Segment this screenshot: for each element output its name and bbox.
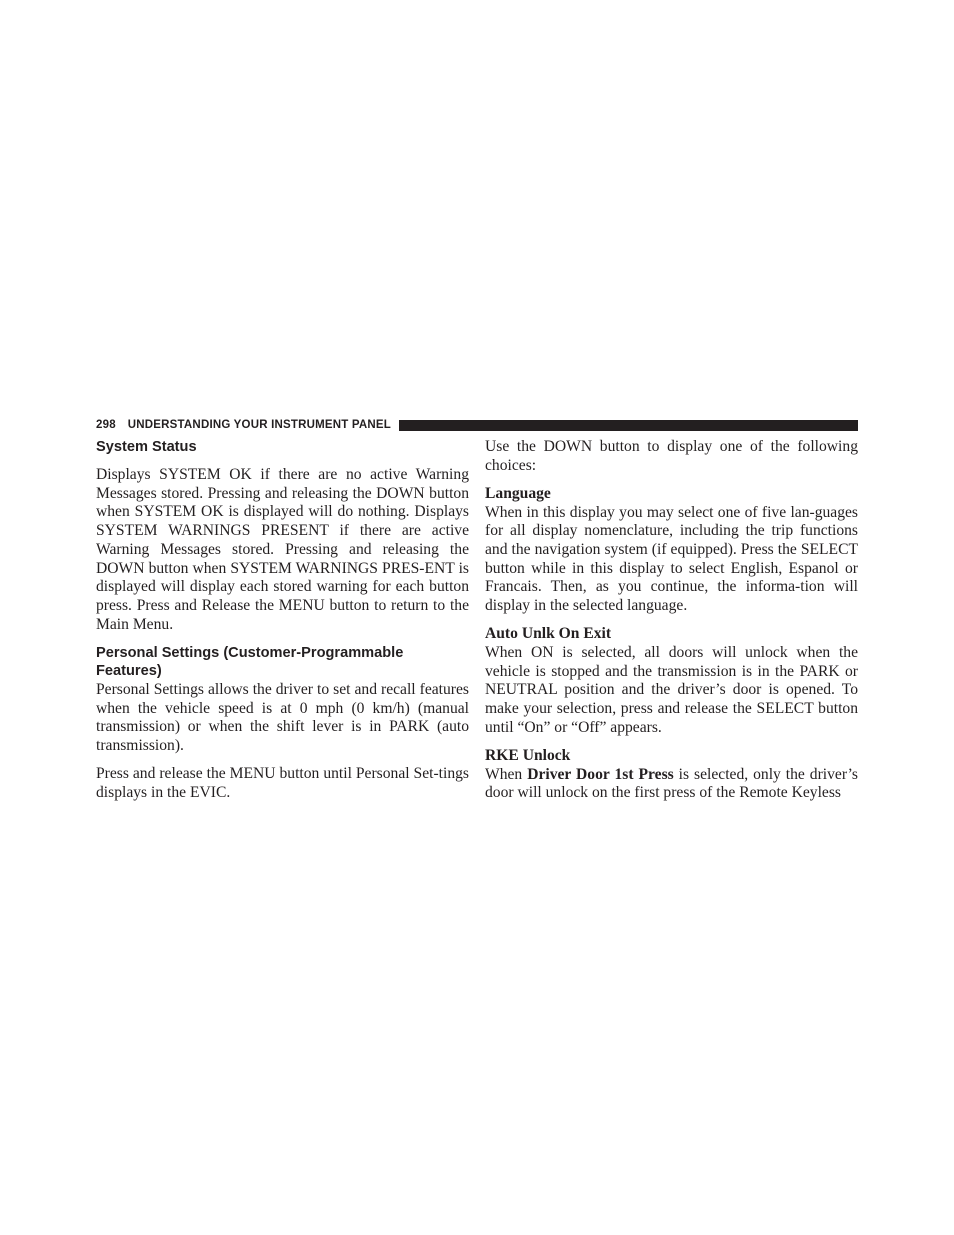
page-number: 298 [96, 419, 116, 431]
personal-settings-heading: Personal Settings (Customer-Programmable Features) [96, 644, 404, 680]
language-heading: Language [485, 484, 551, 502]
section-title: UNDERSTANDING YOUR INSTRUMENT PANEL [127, 419, 391, 431]
rke-unlock-heading: RKE Unlock [485, 747, 571, 765]
auto-unlock-heading: Auto Unlk On Exit [485, 625, 612, 643]
right-column [485, 438, 858, 803]
rke-text-before: When [485, 765, 528, 783]
rke-text-after: is selected, only the driver’s door will unlock on the first press of the Remote Keyless [485, 765, 858, 802]
personal-settings-paragraph-2: Press and release the MENU button until Personal Set-tings displays in the EVIC. [96, 765, 469, 801]
page-header [96, 418, 858, 432]
header-rule [399, 420, 858, 431]
choices-intro: Use the DOWN button to display one of the following choices: [485, 438, 858, 474]
auto-unlock-paragraph: When ON is selected, all doors will unlock when the vehicle is stopped and the transmission is in the PARK or NEUTRAL position and the driver’s door is opened. To make your selection, press and release the SELECT button until “On” or “Off” appears. [485, 644, 858, 736]
left-column [96, 438, 469, 803]
system-status-heading: System Status [96, 439, 197, 455]
rke-bold-term: Driver Door 1st Press [527, 765, 674, 783]
system-status-paragraph: Displays SYSTEM OK if there are no active Warning Messages stored. Pressing and releasing the DOWN button when SYSTEM OK is displayed will do nothing. Displays SYSTEM WARNINGS PRESENT if there are active Warning Messages stored. Pressing and releasing the DOWN button when SYSTEM WARNINGS PRES-ENT is displayed will display each stored warning for each button press. Press and Release the MENU button to return to the Main Menu. [96, 466, 469, 633]
rke-unlock-paragraph [485, 766, 858, 803]
language-paragraph: When in this display you may select one of five lan-guages for all display nomenclature, including the trip functions and the navigation system (if equipped). Press the SELECT button while in this display to select English, Espanol or Francais. Then, as you continue, the informa-tion will display in the selected language. [485, 503, 858, 615]
personal-settings-paragraph-1: Personal Settings allows the driver to set and recall features when the vehicle speed is at 0 mph (0 km/h) (manual transmission) or when the shift lever is in PARK (auto transmission). [96, 680, 469, 754]
